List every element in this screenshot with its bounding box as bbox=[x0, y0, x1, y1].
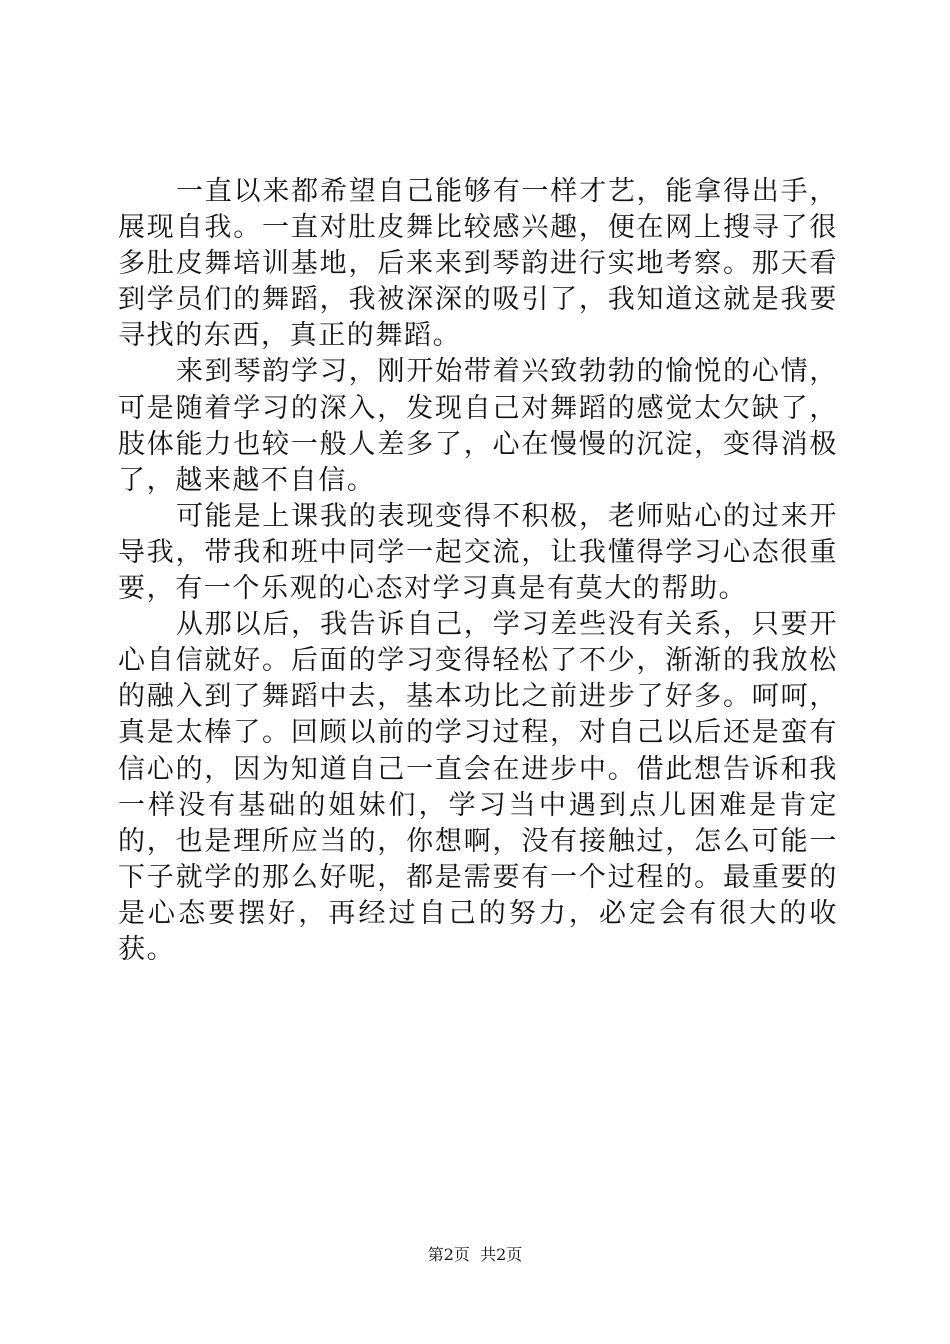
paragraph-1: 一直以来都希望自己能够有一样才艺，能拿得出手，展现自我。一直对肚皮舞比较感兴趣，便在网上搜寻了很多肚皮舞培训基地，后来来到琴韵进行实地考察。那天看到学员们的舞蹈，我被深深的吸引了，我知道这就是我要寻找的东西，真正的舞蹈。 bbox=[118, 176, 838, 352]
paragraph-2: 来到琴韵学习，刚开始带着兴致勃勃的愉悦的心情，可是随着学习的深入，发现自己对舞蹈的感觉太欠缺了，肢体能力也较一般人差多了，心在慢慢的沉淀，变得消极了，越来越不自信。 bbox=[118, 356, 838, 496]
page-total: 共2页 bbox=[480, 1245, 523, 1264]
page-number: 第2页 bbox=[427, 1245, 470, 1264]
paragraph-4: 从那以后，我告诉自己，学习差些没有关系，只要开心自信就好。后面的学习变得轻松了不少，渐渐的我放松的融入到了舞蹈中去，基本功比之前进步了好多。呵呵，真是太棒了。回顾以前的学习过程，对自己以后还是蛮有信心的，因为知道自己一直会在进步中。借此想告诉和我一样没有基础的姐妹们，学习当中遇到点儿困难是肯定的，也是理所应当的，你想啊，没有接触过，怎么可能一下子就学的那么好呢，都是需要有一个过程的。最重要的是心态要摆好，再经过自己的努力，必定会有很大的收获。 bbox=[118, 609, 838, 965]
document-body bbox=[118, 174, 838, 968]
paragraph-3: 可能是上课我的表现变得不积极，老师贴心的过来开导我，带我和班中同学一起交流，让我懂得学习心态很重要，有一个乐观的心态对学习真是有莫大的帮助。 bbox=[118, 500, 838, 605]
page-footer bbox=[0, 1245, 950, 1265]
